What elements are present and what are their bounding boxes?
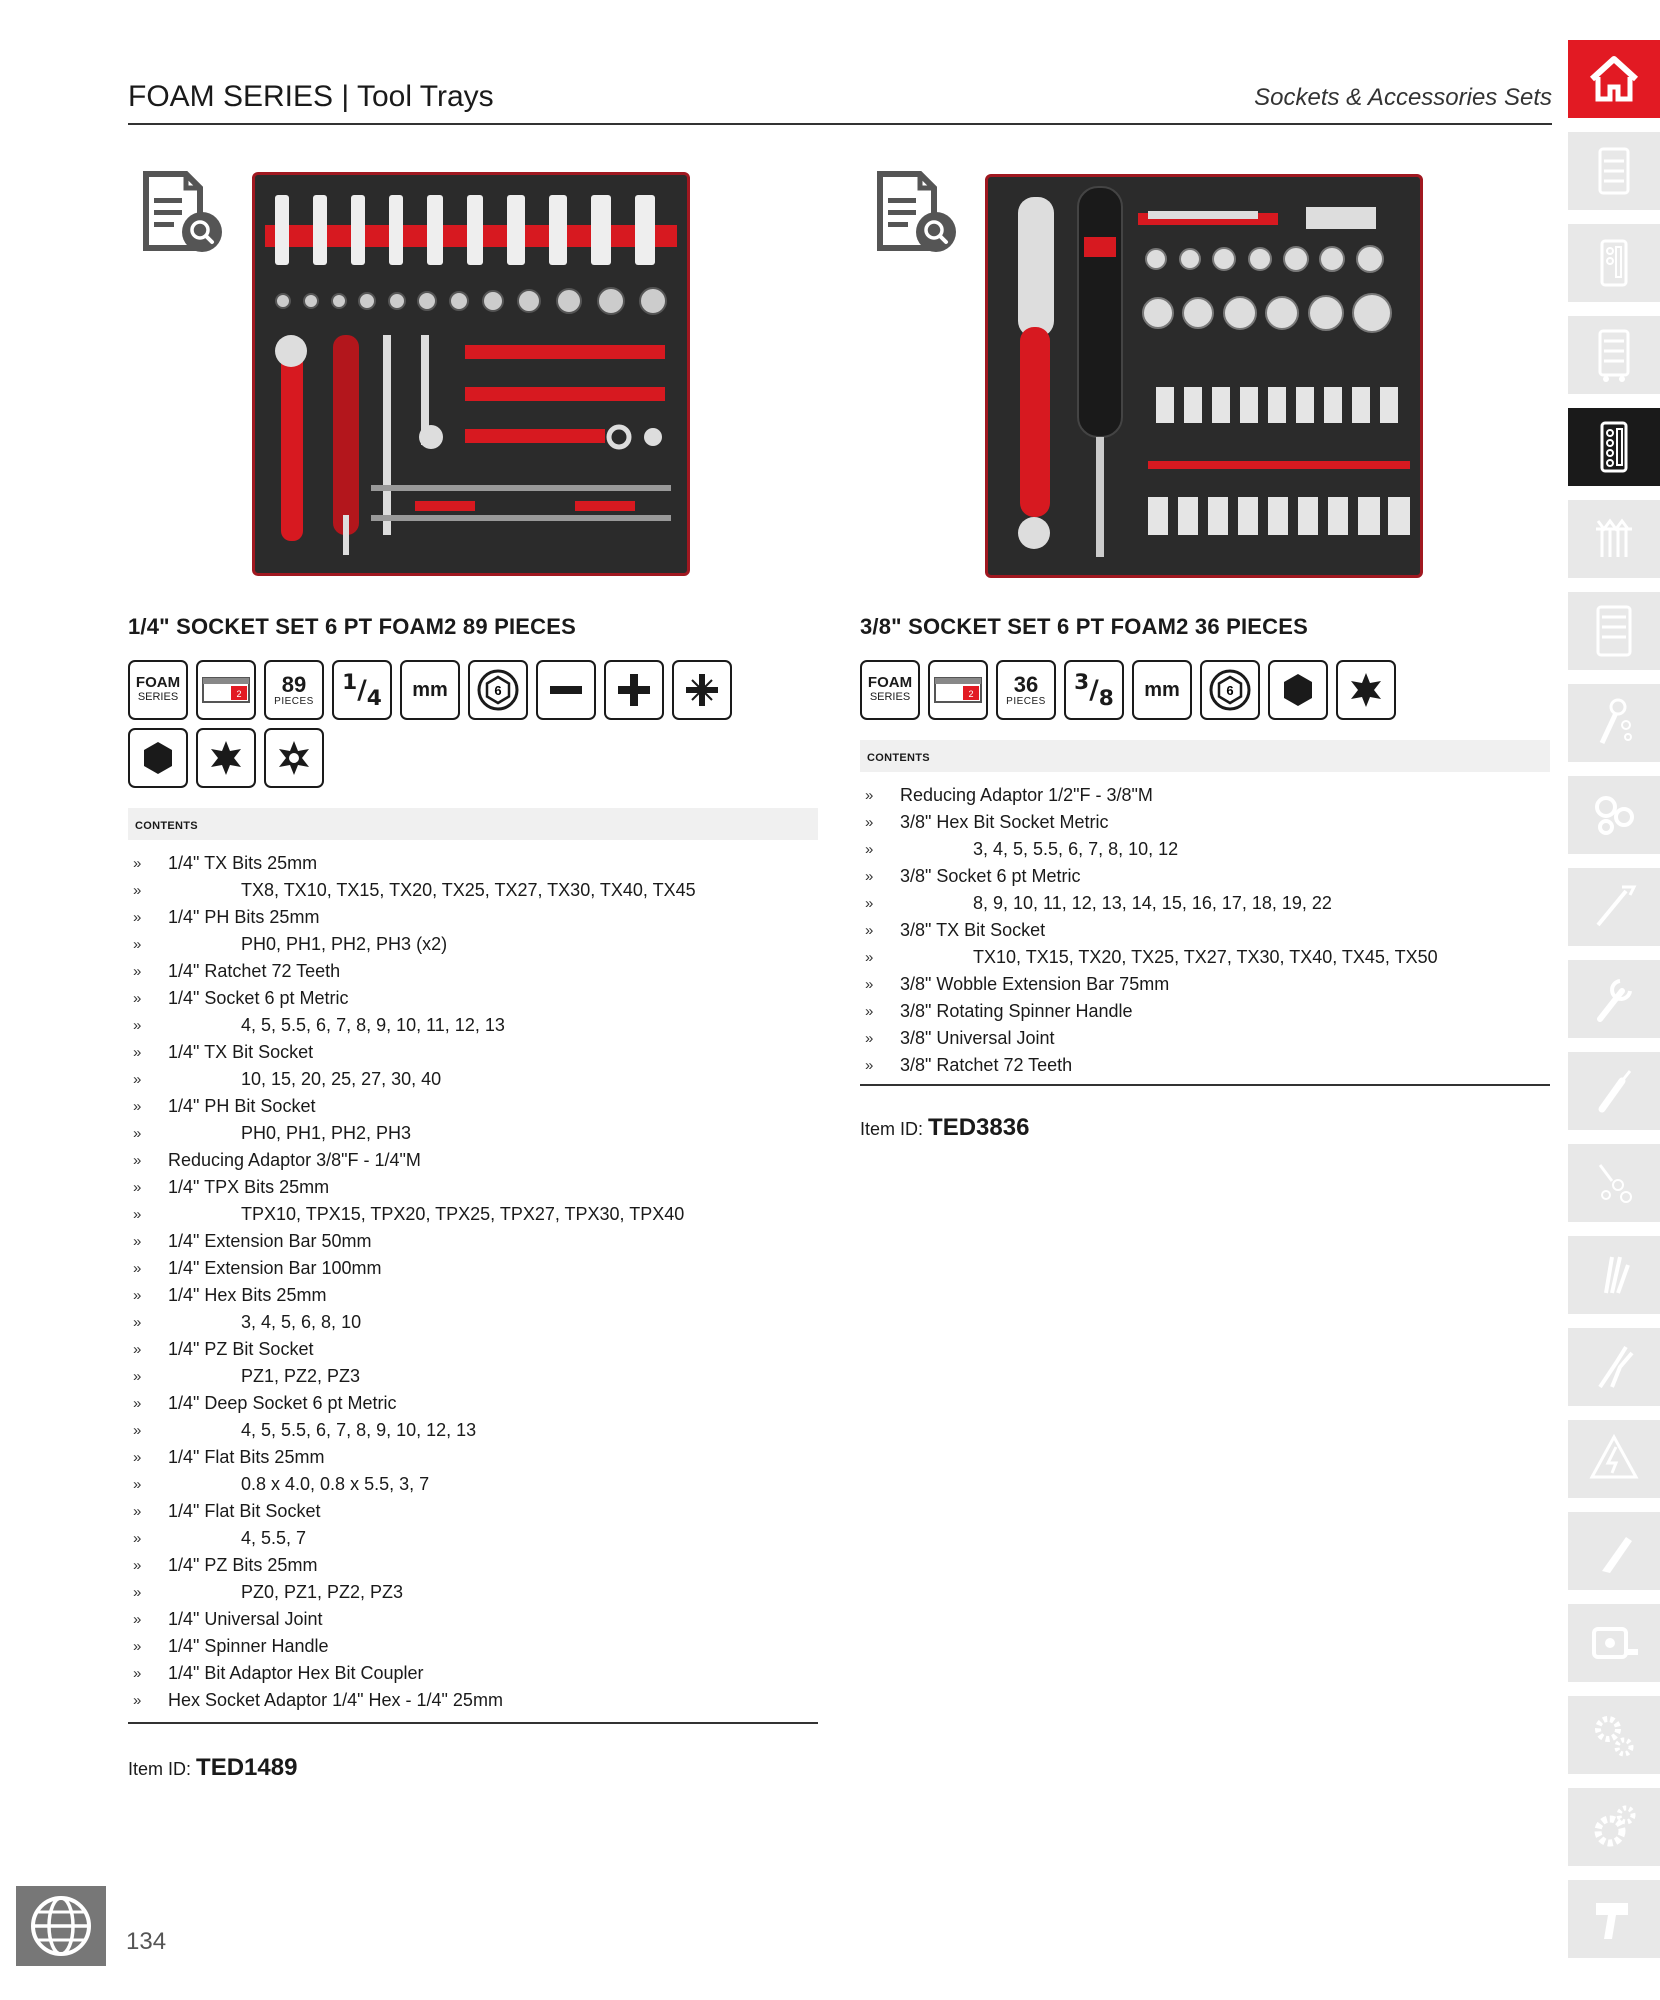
list-item-text: 8, 9, 10, 11, 12, 13, 14, 15, 16, 17, 18, 19, 22 — [973, 893, 1332, 913]
sidebar-tab-tool-trays[interactable] — [1568, 224, 1660, 302]
bullet-chevron: » — [865, 841, 874, 858]
bullet-chevron: » — [133, 1152, 142, 1169]
tray-size-icon — [928, 660, 988, 720]
page-number: 134 — [126, 1928, 167, 1955]
list-item-text: 1/4" TX Bit Socket — [168, 1042, 314, 1062]
item-id: Item ID: TED3836 — [860, 1114, 1030, 1141]
globe-button[interactable] — [16, 1886, 106, 1966]
contents-header: CONTENTS — [128, 808, 818, 840]
list-item — [128, 1633, 818, 1660]
list-item-text: 10, 15, 20, 25, 27, 30, 40 — [241, 1069, 442, 1089]
list-item-text: 1/4" Deep Socket 6 pt Metric — [168, 1393, 397, 1413]
tray-size-icon — [196, 660, 256, 720]
bullet-chevron: » — [133, 1179, 142, 1196]
list-item-text: 1/4" TPX Bits 25mm — [168, 1177, 330, 1197]
six-point-icon — [468, 660, 528, 720]
list-item-text: 1/4" Spinner Handle — [168, 1636, 329, 1656]
bullet-chevron: » — [133, 1584, 142, 1601]
item-id: Item ID: TED1489 — [128, 1754, 298, 1781]
bullet-chevron: » — [133, 1611, 142, 1628]
list-item — [128, 1579, 818, 1606]
pieces-icon: 89 PIECES — [264, 660, 324, 720]
pozidriv-bit-icon — [672, 660, 732, 720]
svg-text:2: 2 — [236, 689, 242, 699]
list-item-text: 1/4" PZ Bits 25mm — [168, 1555, 318, 1575]
list-item-text: TPX10, TPX15, TPX20, TPX25, TPX27, TPX30, TPX40 — [241, 1204, 685, 1224]
bullet-chevron: » — [133, 1098, 142, 1115]
list-item-text: 3, 4, 5, 5.5, 6, 7, 8, 10, 12 — [973, 839, 1179, 859]
list-item — [860, 944, 1550, 971]
list-item-text: 1/4" Flat Bit Socket — [168, 1501, 321, 1521]
list-item-text: 1/4" Extension Bar 50mm — [168, 1231, 372, 1251]
sidebar-tab-wrench-socket[interactable] — [1568, 684, 1660, 762]
contents-divider — [128, 1722, 818, 1724]
bullet-chevron: » — [865, 787, 874, 804]
bullet-chevron: » — [865, 868, 874, 885]
list-item — [860, 1025, 1550, 1052]
list-item-text: 1/4" Universal Joint — [168, 1609, 323, 1629]
product-title: 1/4" SOCKET SET 6 PT FOAM2 89 PIECES — [128, 614, 576, 639]
list-item — [128, 1390, 818, 1417]
flat-bit-icon — [536, 660, 596, 720]
bullet-chevron: » — [133, 1665, 142, 1682]
drive-size-icon: $^3/_8$ — [1064, 660, 1124, 720]
bullet-chevron: » — [865, 976, 874, 993]
bullet-chevron: » — [865, 1003, 874, 1020]
bullet-chevron: » — [133, 1287, 142, 1304]
list-item-text: TX10, TX15, TX20, TX25, TX27, TX30, TX40, TX45, TX50 — [973, 947, 1438, 967]
list-item — [128, 958, 818, 985]
spanner-icon — [1582, 967, 1646, 1031]
bullet-chevron: » — [133, 1314, 142, 1331]
pieces-icon: 36 PIECES — [996, 660, 1056, 720]
product-title: 3/8" SOCKET SET 6 PT FOAM2 36 PIECES — [860, 614, 1308, 639]
power-drill-icon — [1582, 1887, 1646, 1951]
list-item-text: PZ1, PZ2, PZ3 — [241, 1366, 361, 1386]
list-item-text: Reducing Adaptor 3/8"F - 1/4"M — [168, 1150, 421, 1170]
screwdriver-single-icon — [1582, 1059, 1646, 1123]
list-item — [860, 890, 1550, 917]
list-item-text: PH0, PH1, PH2, PH3 (x2) — [241, 934, 448, 954]
spec-icons-row — [860, 660, 1420, 720]
roller-cabinet-icon — [1582, 323, 1646, 387]
list-item-text: 1/4" PZ Bit Socket — [168, 1339, 314, 1359]
tool-trays-icon — [1582, 231, 1646, 295]
list-item — [128, 1174, 818, 1201]
bullet-chevron: » — [133, 1503, 142, 1520]
foam-series-icon: FOAM SERIES — [860, 660, 920, 720]
bullet-chevron: » — [133, 1530, 142, 1547]
section-subtitle: Sockets & Accessories Sets — [1254, 84, 1552, 111]
sidebar-tab-cutter[interactable] — [1568, 1512, 1660, 1590]
multitool-icon — [1582, 1243, 1646, 1307]
list-item — [128, 1066, 818, 1093]
item-id-value: TED3836 — [928, 1114, 1030, 1141]
bullet-chevron: » — [133, 1638, 142, 1655]
list-item — [860, 836, 1550, 863]
list-item-text: 1/4" PH Bit Socket — [168, 1096, 316, 1116]
list-item-text: Reducing Adaptor 1/2"F - 3/8"M — [900, 785, 1153, 805]
list-item — [128, 1660, 818, 1687]
sidebar-tab-home[interactable] — [1568, 40, 1660, 118]
list-item — [128, 1201, 818, 1228]
sockets-set-icon — [1582, 507, 1646, 571]
cutter-icon — [1582, 1519, 1646, 1583]
list-item — [128, 1228, 818, 1255]
wrench-socket-icon — [1582, 691, 1646, 755]
tray-illustration — [988, 177, 1420, 575]
sockets-trays-icon — [1582, 415, 1646, 479]
list-item — [128, 1687, 818, 1714]
list-item-text: TX8, TX10, TX15, TX20, TX25, TX27, TX30, TX40, TX45 — [241, 880, 696, 900]
page-title: FOAM SERIES | Tool Trays — [128, 80, 494, 113]
torx-bit-icon — [1336, 660, 1396, 720]
bullet-chevron: » — [865, 1030, 874, 1047]
contents-list — [128, 850, 818, 1714]
bullet-chevron: » — [133, 1017, 142, 1034]
tool-cabinet-icon — [1582, 139, 1646, 203]
bits-icon — [1582, 1151, 1646, 1215]
sidebar-tab-pliers[interactable] — [1568, 1328, 1660, 1406]
sidebar-tab-sockets[interactable] — [1568, 776, 1660, 854]
bullet-chevron: » — [133, 1341, 142, 1358]
torx-bit-icon — [196, 728, 256, 788]
sidebar-tab-settings-gear[interactable] — [1568, 1788, 1660, 1866]
list-item — [128, 1498, 818, 1525]
svg-text:6: 6 — [1226, 683, 1234, 698]
torx-plus-bit-icon — [264, 728, 324, 788]
bullet-chevron: » — [133, 1449, 142, 1466]
sidebar-tab-multitool[interactable] — [1568, 1236, 1660, 1314]
sidebar-tab-spanner[interactable] — [1568, 960, 1660, 1038]
list-item-text: 3/8" Ratchet 72 Teeth — [900, 1055, 1073, 1075]
hex-bit-icon — [1268, 660, 1328, 720]
bullet-chevron: » — [133, 1044, 142, 1061]
list-item — [128, 850, 818, 877]
bullet-chevron: » — [865, 895, 874, 912]
list-item — [128, 1255, 818, 1282]
bullet-chevron: » — [133, 1692, 142, 1709]
list-item-text: 3/8" Wobble Extension Bar 75mm — [900, 974, 1170, 994]
list-item — [128, 1012, 818, 1039]
sidebar-tab-measuring-tape[interactable] — [1568, 1604, 1660, 1682]
six-point-icon — [1200, 660, 1260, 720]
bullet-chevron: » — [133, 1395, 142, 1412]
page-header — [128, 78, 1552, 125]
document-search-icon[interactable] — [870, 168, 960, 258]
bullet-chevron: » — [865, 1057, 874, 1074]
list-item — [860, 971, 1550, 998]
bullet-chevron: » — [133, 1260, 142, 1277]
sidebar-tab-roller-cabinet[interactable] — [1568, 316, 1660, 394]
drive-size-icon: $^1/_4$ — [332, 660, 392, 720]
list-item — [128, 1606, 818, 1633]
pliers-icon — [1582, 1335, 1646, 1399]
list-item-text: 1/4" Extension Bar 100mm — [168, 1258, 382, 1278]
list-item-text: 4, 5, 5.5, 6, 7, 8, 9, 10, 12, 13 — [241, 1420, 477, 1440]
screwdriver-icon — [1582, 875, 1646, 939]
foam-series-icon: FOAM SERIES — [128, 660, 188, 720]
list-item-text: 4, 5, 5.5, 6, 7, 8, 9, 10, 11, 12, 13 — [241, 1015, 505, 1035]
list-item — [128, 1039, 818, 1066]
hex-bit-icon — [128, 728, 188, 788]
list-item-text: 1/4" PH Bits 25mm — [168, 907, 320, 927]
list-item-text: 1/4" Socket 6 pt Metric — [168, 988, 349, 1008]
bullet-chevron: » — [133, 990, 142, 1007]
list-item — [128, 1309, 818, 1336]
sidebar-tab-sockets-set[interactable] — [1568, 500, 1660, 578]
list-item — [128, 1336, 818, 1363]
list-item-text: 1/4" Ratchet 72 Teeth — [168, 961, 341, 981]
sidebar-tab-screwdriver[interactable] — [1568, 868, 1660, 946]
product-image-tray — [252, 172, 690, 576]
list-item — [860, 809, 1550, 836]
list-item — [128, 1363, 818, 1390]
bullet-chevron: » — [133, 1557, 142, 1574]
list-item-text: Hex Socket Adaptor 1/4" Hex - 1/4" 25mm — [168, 1690, 503, 1710]
list-item-text: PH0, PH1, PH2, PH3 — [241, 1123, 412, 1143]
sidebar-tab-electrical-warning[interactable] — [1568, 1420, 1660, 1498]
svg-text:2: 2 — [968, 689, 974, 699]
bullet-chevron: » — [865, 922, 874, 939]
bullet-chevron: » — [133, 1422, 142, 1439]
list-item-text: 1/4" TX Bits 25mm — [168, 853, 318, 873]
contents-header: CONTENTS — [860, 740, 1550, 772]
list-item — [128, 1444, 818, 1471]
sidebar-tab-screwdriver-single[interactable] — [1568, 1052, 1660, 1130]
globe-icon — [16, 1886, 106, 1966]
list-item — [128, 1471, 818, 1498]
contents-divider — [860, 1084, 1550, 1086]
electrical-warning-icon — [1582, 1427, 1646, 1491]
sockets-icon — [1582, 783, 1646, 847]
sidebar-tab-tool-cabinet[interactable] — [1568, 132, 1660, 210]
list-item — [860, 1052, 1550, 1079]
bullet-chevron: » — [133, 882, 142, 899]
list-item — [128, 931, 818, 958]
document-search-icon[interactable] — [136, 168, 226, 258]
list-item-text: 3/8" Hex Bit Socket Metric — [900, 812, 1109, 832]
measuring-tape-icon — [1582, 1611, 1646, 1675]
list-item-text: 4, 5.5, 7 — [241, 1528, 307, 1548]
bullet-chevron: » — [133, 1071, 142, 1088]
list-item-text: 3, 4, 5, 6, 8, 10 — [241, 1312, 362, 1332]
list-item — [860, 782, 1550, 809]
contents-list — [860, 782, 1550, 1079]
sidebar-tab-gear-tools[interactable] — [1568, 1696, 1660, 1774]
phillips-bit-icon — [604, 660, 664, 720]
list-item-text: PZ0, PZ1, PZ2, PZ3 — [241, 1582, 404, 1602]
bullet-chevron: » — [865, 949, 874, 966]
bullet-chevron: » — [133, 1233, 142, 1250]
sidebar-tab-tool-chest[interactable] — [1568, 592, 1660, 670]
list-item-text: 1/4" Flat Bits 25mm — [168, 1447, 325, 1467]
list-item — [128, 1525, 818, 1552]
list-item — [128, 1120, 818, 1147]
tray-illustration — [255, 175, 687, 573]
sidebar-tab-bits[interactable] — [1568, 1144, 1660, 1222]
sidebar-tab-power-drill[interactable] — [1568, 1880, 1660, 1958]
bullet-chevron: » — [133, 1368, 142, 1385]
list-item-text: 3/8" Socket 6 pt Metric — [900, 866, 1081, 886]
list-item — [860, 863, 1550, 890]
list-item — [128, 1552, 818, 1579]
category-sidebar — [1568, 40, 1660, 1972]
bullet-chevron: » — [133, 1125, 142, 1142]
gear-tools-icon — [1582, 1703, 1646, 1767]
item-id-value: TED1489 — [196, 1754, 298, 1781]
bullet-chevron: » — [133, 909, 142, 926]
bullet-chevron: » — [133, 936, 142, 953]
bullet-chevron: » — [133, 963, 142, 980]
list-item-text: 3/8" Universal Joint — [900, 1028, 1055, 1048]
bullet-chevron: » — [865, 814, 874, 831]
list-item — [128, 904, 818, 931]
list-item — [128, 985, 818, 1012]
bullet-chevron: » — [133, 1476, 142, 1493]
metric-icon: mm — [1132, 660, 1192, 720]
list-item — [128, 877, 818, 904]
list-item — [128, 1282, 818, 1309]
list-item — [128, 1147, 818, 1174]
metric-icon: mm — [400, 660, 460, 720]
settings-gear-icon — [1582, 1795, 1646, 1859]
list-item-text: 3/8" TX Bit Socket — [900, 920, 1046, 940]
product-image-tray — [985, 174, 1423, 578]
list-item — [128, 1093, 818, 1120]
list-item-text: 1/4" Bit Adaptor Hex Bit Coupler — [168, 1663, 424, 1683]
list-item-text: 0.8 x 4.0, 0.8 x 5.5, 3, 7 — [241, 1474, 430, 1494]
spec-icons-row — [128, 660, 796, 788]
svg-text:6: 6 — [494, 683, 502, 698]
bullet-chevron: » — [133, 855, 142, 872]
bullet-chevron: » — [133, 1206, 142, 1223]
list-item — [128, 1417, 818, 1444]
list-item — [860, 998, 1550, 1025]
list-item-text: 1/4" Hex Bits 25mm — [168, 1285, 327, 1305]
sidebar-tab-sockets-trays[interactable] — [1568, 408, 1660, 486]
tool-chest-icon — [1582, 599, 1646, 663]
list-item-text: 3/8" Rotating Spinner Handle — [900, 1001, 1133, 1021]
home-icon — [1582, 47, 1646, 111]
list-item — [860, 917, 1550, 944]
